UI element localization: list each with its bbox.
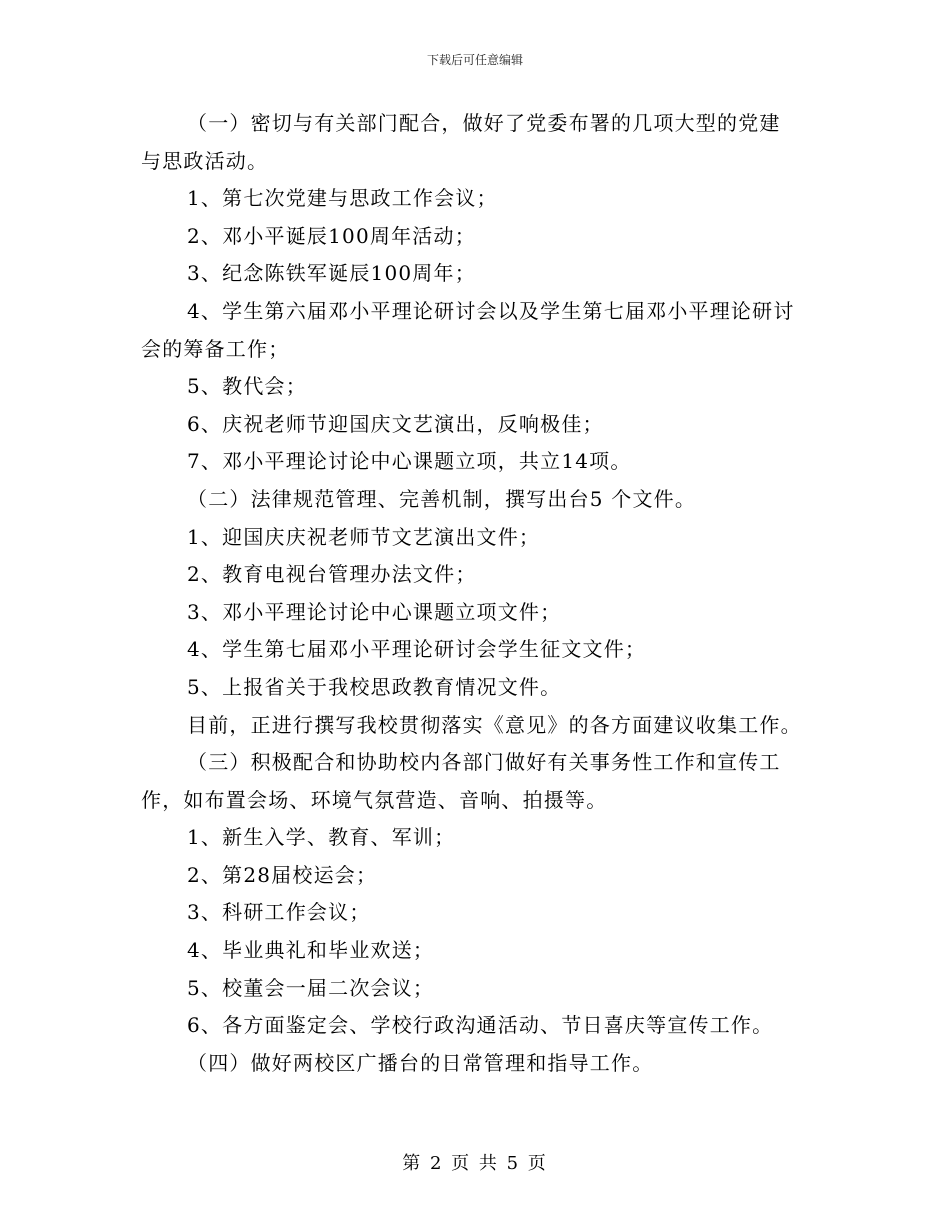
list-item: 2、教育电视台管理办法文件； — [187, 562, 477, 587]
section-heading-3: （三）积极配合和协助校内各部门做好有关事务性工作和宣传工 — [187, 750, 781, 775]
paragraph-line: 会的筹备工作； — [141, 336, 290, 361]
list-item: 1、迎国庆庆祝老师节文艺演出文件； — [187, 524, 541, 549]
list-item: 1、新生入学、教育、军训； — [187, 825, 456, 850]
list-item: 4、毕业典礼和毕业欢送； — [187, 938, 435, 963]
list-item: 1、第七次党建与思政工作会议； — [187, 186, 498, 211]
list-item: 5、上报省关于我校思政教育情况文件。 — [187, 674, 562, 699]
list-item: 5、教代会； — [187, 374, 307, 399]
list-item: 3、科研工作会议； — [187, 900, 371, 925]
page-footer: 第 2 页 共 5 页 — [402, 1153, 548, 1174]
list-item: 4、学生第七届邓小平理论研讨会学生征文文件； — [187, 637, 647, 662]
list-item: 2、第28届校运会； — [187, 862, 378, 887]
section-heading-2: （二）法律规范管理、完善机制，撰写出台5 个文件。 — [187, 486, 697, 511]
document-body — [141, 105, 809, 1082]
list-item: 4、学生第六届邓小平理论研讨会以及学生第七届邓小平理论研讨 — [187, 298, 795, 323]
paragraph-line: 目前，正进行撰写我校贯彻落实《意见》的各方面建议收集工作。 — [187, 712, 802, 737]
section-heading-4: （四）做好两校区广播台的日常管理和指导工作。 — [187, 1050, 654, 1075]
list-item: 6、庆祝老师节迎国庆文艺演出，反响极佳； — [187, 411, 604, 436]
list-item: 3、纪念陈铁军诞辰100周年； — [187, 261, 476, 286]
section-heading-1: （一）密切与有关部门配合，做好了党委布署的几项大型的党建 — [187, 111, 781, 135]
list-item: 5、校董会一届二次会议； — [187, 975, 435, 1000]
list-item: 7、邓小平理论讨论中心课题立项，共立14项。 — [187, 449, 632, 474]
paragraph-line: 与思政活动。 — [141, 148, 269, 173]
list-item: 6、各方面鉴定会、学校行政沟通活动、节日喜庆等宣传工作。 — [187, 1013, 774, 1038]
list-item: 3、邓小平理论讨论中心课题立项文件； — [187, 599, 562, 624]
paragraph-line: 作，如布置会场、环境气氛营造、音响、拍摄等。 — [141, 787, 608, 812]
page-header: 下载后可任意编辑 — [426, 53, 523, 67]
list-item: 2、邓小平诞辰100周年活动； — [187, 223, 476, 248]
